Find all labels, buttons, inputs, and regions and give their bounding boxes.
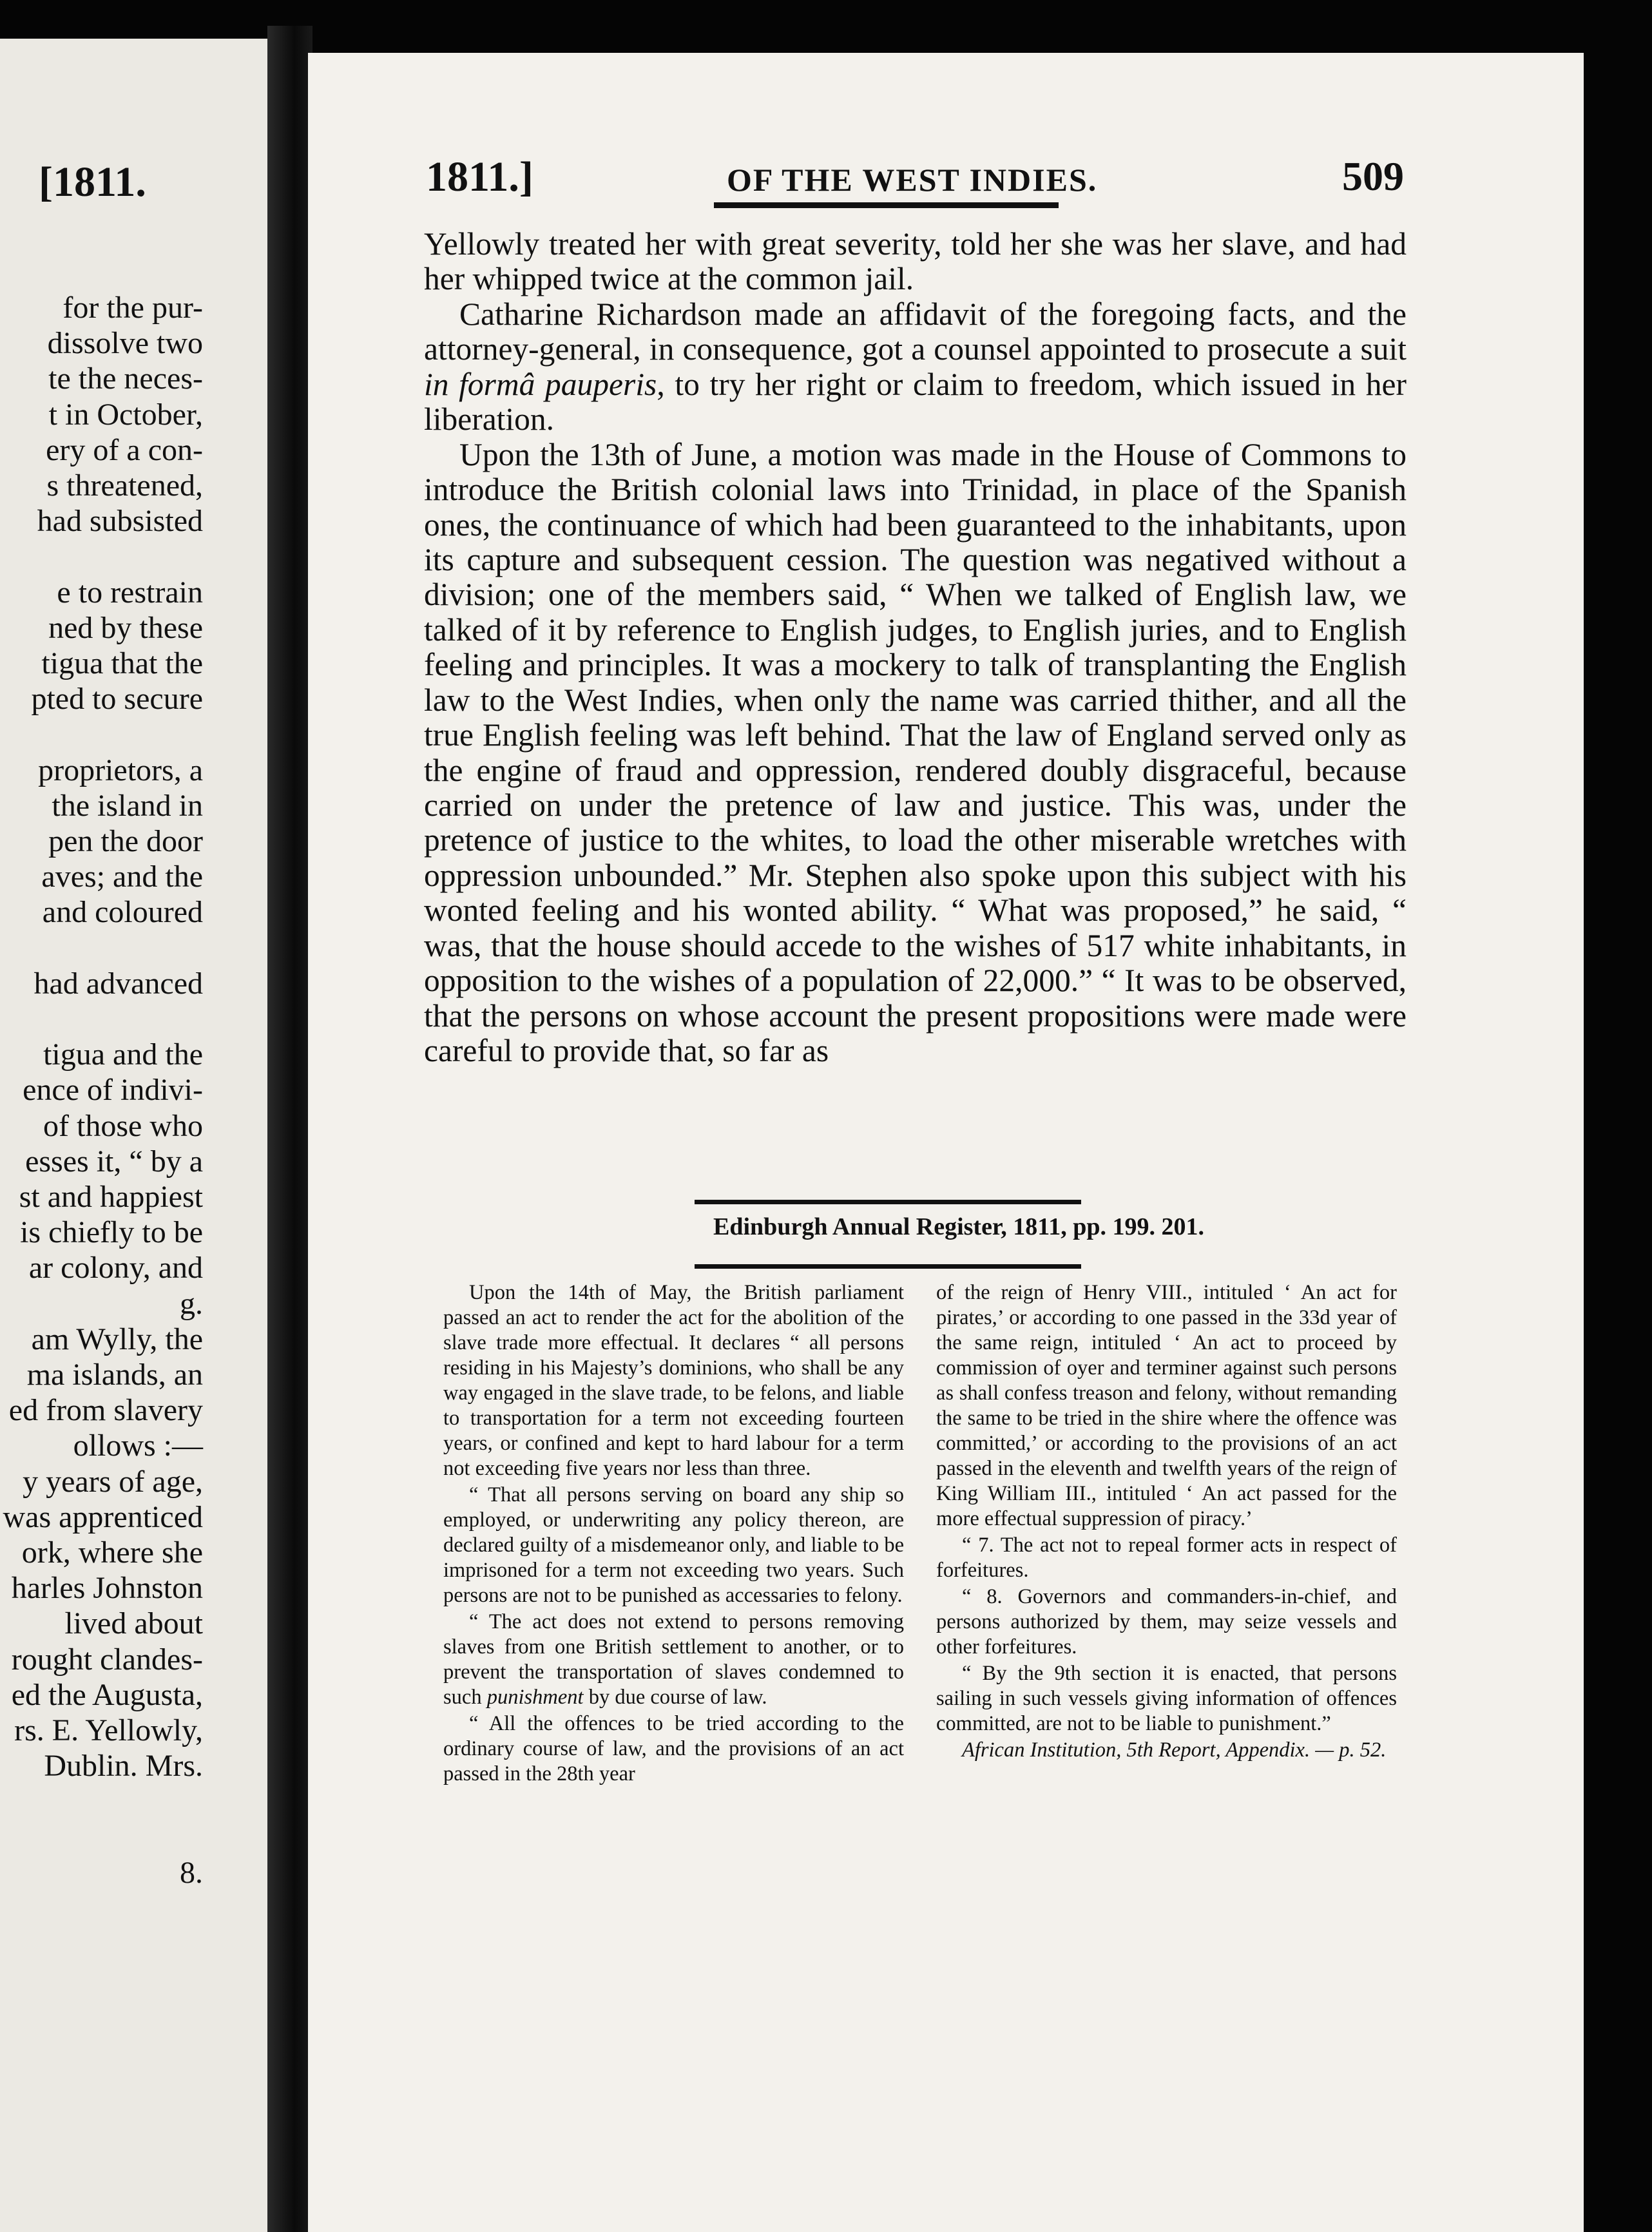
right-page: [308, 53, 1584, 2232]
footnote-paragraph: “ All the offences to be tried according to the ordinary course of law, and the provisions of an act passed in the 28th year: [443, 1712, 904, 1785]
left-page-line: 8.: [180, 1855, 203, 1890]
footnote-paragraph: Upon the 14th of May, the British parliament passed an act to render the act for the abolition of the slave trade more effectual. It declares “ all persons residing in his Majesty’s dominions, who shall be any way engaged in the slave trade, to be felons, and liable to transportation for a term not exceeding fourteen years, or confined and kept to hard labour for a term not exceeding five years nor less than three.: [443, 1281, 904, 1480]
left-page-line: ence of indivi-: [23, 1073, 203, 1108]
footnote-paragraph: “ That all persons serving on board any ship so employed, or underwriting any policy thereon, are declared guilty of a misdemeanor only, and liable to be imprisoned for a term not exceeding two years. Such persons are not to be punished as accessaries to felony.: [443, 1483, 904, 1607]
page-number: 509: [1342, 153, 1404, 199]
left-page-line: and coloured: [42, 895, 203, 930]
left-page-line: st and happiest: [19, 1180, 203, 1214]
left-page-line: dissolve two: [47, 326, 203, 361]
left-page-line: lived about: [64, 1606, 203, 1641]
left-page-line: tigua and the: [43, 1037, 203, 1072]
footnote-column-right: [936, 1280, 1397, 1788]
left-page-line: is chiefly to be: [20, 1215, 203, 1250]
footnote-paragraph: “ By the 9th section it is enacted, that persons sailing in such vessels giving information of offences committed, are not to be liable to punishment.”: [936, 1662, 1397, 1735]
left-page-line: g.: [180, 1286, 203, 1321]
left-page-line: am Wylly, the: [31, 1322, 203, 1356]
left-page-line: of those who: [43, 1108, 203, 1143]
left-page-line: esses it, “ by a: [25, 1144, 203, 1179]
left-page-header: [1811.: [39, 159, 146, 206]
left-page-line: ed the Augusta,: [11, 1677, 203, 1712]
footnote-column-left: [443, 1280, 904, 1788]
scan-margin: [1584, 0, 1652, 2232]
left-page-line: pted to secure: [31, 682, 203, 717]
main-text: [424, 227, 1407, 1069]
left-page-line: Dublin. Mrs.: [44, 1749, 203, 1784]
header-title: OF THE WEST INDIES.: [727, 162, 1098, 198]
footnote-paragraph: “ The act does not extend to persons removing slaves from one British settlement to another, or to prevent the transportation of slaves condemned to such punishment by due course of law.: [443, 1610, 904, 1709]
header-rule: [714, 202, 1059, 208]
left-page-line: ork, where she: [21, 1535, 203, 1570]
left-page-line: had subsisted: [37, 504, 203, 539]
left-page-line: ed from slavery: [8, 1393, 203, 1428]
left-page-line: ned by these: [48, 610, 203, 645]
left-page-line: ery of a con-: [46, 432, 203, 467]
left-page-line: aves; and the: [41, 860, 203, 894]
paragraph: Catharine Richardson made an affidavit of the foregoing facts, and the attorney-general, in consequence, got a counsel appointed to prosecute a suit in formâ pauperis, to try her right or claim to freedom, which issued in her liberation.: [424, 296, 1407, 438]
left-page-line: proprietors, a: [38, 753, 203, 787]
citation-rule-bottom: [695, 1264, 1081, 1269]
paragraph: Upon the 13th of June, a motion was made in the House of Commons to introduce the British colonial laws into Trinidad, in place of the Spanish ones, the continuance of which had been guaranteed to the inhabitants, upon its capture and subsequent cession. The question was negatived without a division; one of the members said, “ When we talked of English law, we talked of it by reference to English judges, to English juries, and to English feeling and principles. It was a mockery to talk of transplanting the English law to the West Indies, when only the name was carried thither, and all the true English feeling was left behind. That the law of England served only as the engine of fraud and oppression, rendered doubly disgraceful, because carried on under the pretence of law and justice. This was, under the pretence of justice to the whites, to load the other miserable wretches with oppression unbounded.” Mr. Stephen also spoke upon this subject with his wonted feeling and his wonted ability. “ What was proposed,” he said, “ was, that the house should accede to the wishes of 517 white inhabitants, in opposition to the wishes of a population of 22,000.” “ It was to be observed, that the persons on whose account the present propositions were made were careful to provide that, so far as: [424, 436, 1407, 1069]
header-year: 1811.]: [426, 153, 533, 200]
left-page-line: y years of age,: [23, 1464, 203, 1499]
citation-rule-top: [695, 1200, 1081, 1204]
left-page-line: t in October,: [48, 397, 203, 432]
left-page-line: tigua that the: [41, 646, 203, 680]
citation: Edinburgh Annual Register, 1811, pp. 199. 201.: [713, 1213, 1204, 1240]
left-page-line: ollows :—: [73, 1429, 203, 1463]
left-page-line: e to restrain: [57, 575, 203, 610]
left-page-line: pen the door: [48, 824, 203, 858]
footnote-source: African Institution, 5th Report, Appendix. — p. 52.: [962, 1738, 1387, 1762]
left-page-line: ar colony, and: [28, 1251, 203, 1285]
left-page-line: was apprenticed: [3, 1499, 203, 1534]
left-page-line: for the pur-: [62, 291, 203, 325]
left-page-line: te the neces-: [48, 361, 203, 396]
footnote-paragraph: “ 8. Governors and commanders-in-chief, and persons authorized by them, may seize vessels and other forfeitures.: [936, 1585, 1397, 1659]
left-page-line: ma islands, an: [26, 1358, 203, 1392]
book-gutter: [267, 26, 312, 2232]
left-page-line: the island in: [52, 788, 203, 823]
running-head: [308, 53, 1584, 201]
footnote-paragraph: of the reign of Henry VIII., intituled ‘ An act for pirates,’ or according to one passed in the 33d year of the same reign, intituled ‘ An act to proceed by commission of oyer and terminer against such persons as shall confess treason and felony, without remanding the same to be tried in the shire where the offence was committed,’ or according to the provisions of an act passed in the eleventh and twelfth years of the reign of King William III., intituled ‘ An act passed for the more effectual suppression of piracy.’: [936, 1281, 1397, 1530]
footnotes: [443, 1280, 1397, 1788]
left-page-line: harles Johnston: [11, 1571, 203, 1606]
left-page-line: s threatened,: [46, 468, 203, 503]
left-page-line: had advanced: [34, 966, 203, 1001]
left-page-line: rs. E. Yellowly,: [14, 1713, 203, 1747]
left-page-line: rought clandes-: [11, 1642, 203, 1677]
left-page: [0, 39, 274, 2232]
footnote-paragraph: “ 7. The act not to repeal former acts in respect of forfeitures.: [936, 1534, 1397, 1582]
paragraph: Yellowly treated her with great severity, told her she was her slave, and had her whipped twice at the common jail.: [424, 226, 1407, 297]
